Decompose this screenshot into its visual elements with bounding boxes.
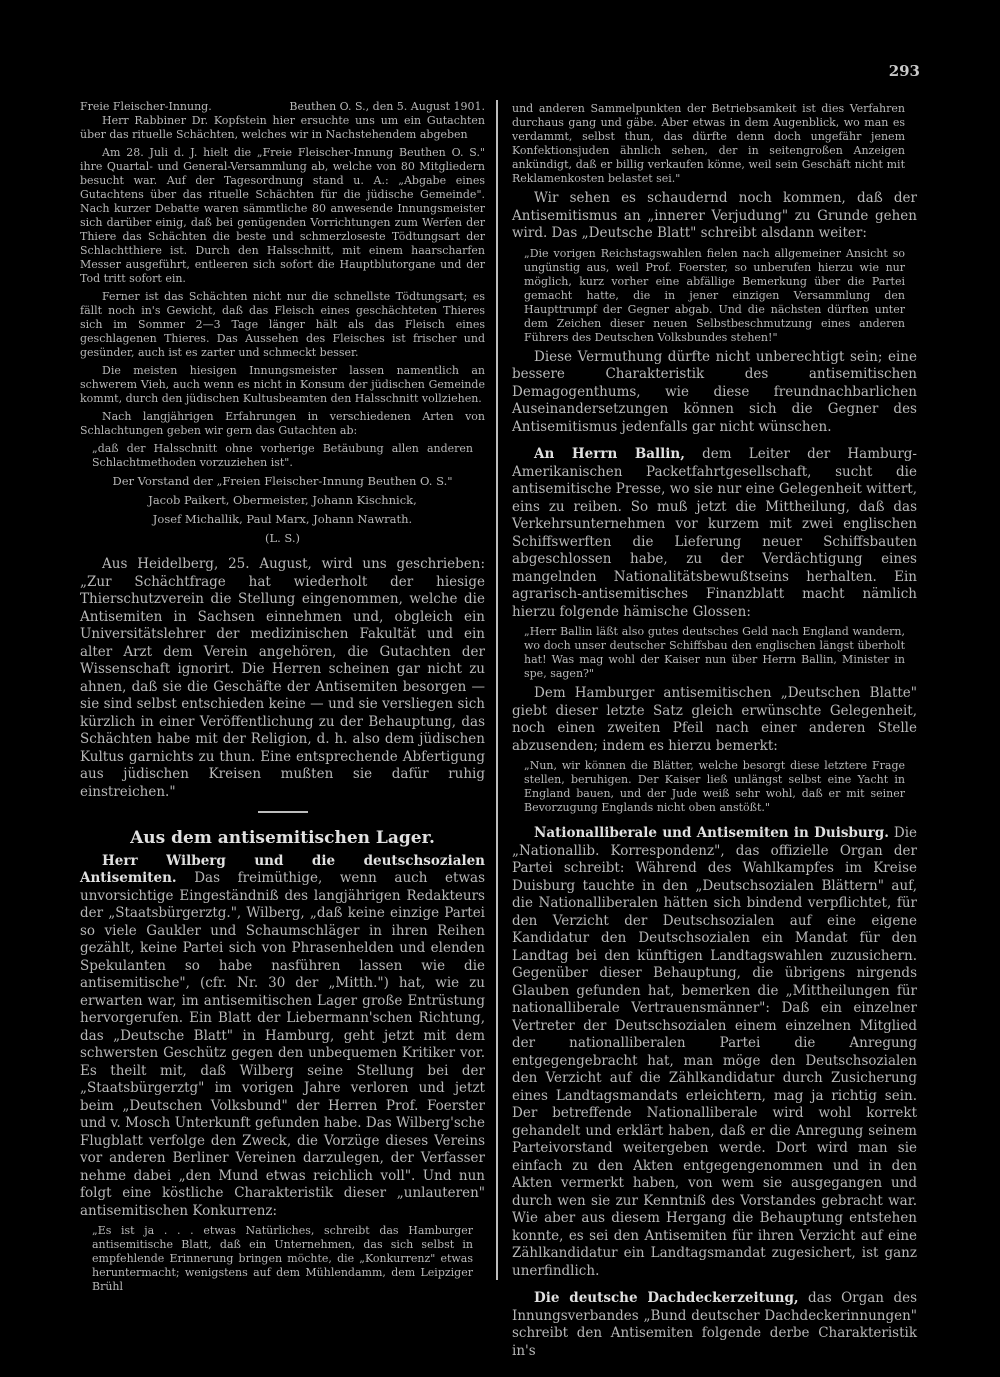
paragraph-body: dem Leiter der Hamburg-Amerikanischen Packetfahrtgesellschaft, sucht die antisemitische Presse, wo sie nur eine Gelegenheit wittert, eins zu reiben. So muß jetzt die Mittheilung, daß das Verkehrsunternehmen vor kurzem mit zwei englischen Schiffswerften die Lieferung neuer Schiffsbauten abgeschlossen habe, zu der Verdächtigung eines mangelnden Nationalitätsbewußtseins herhalten. Ein agrarisch-antisemitisches Finanzblatt macht nämlich hierzu folgende hämische Glossen: [512,446,917,620]
left-column [80,100,485,1298]
paragraph: Die meisten hiesigen Innungsmeister lassen namentlich an schwerem Vieh, auch wenn es nicht in Konsum der jüdischen Gemeinde kommt, durch den jüdischen Kultusbeamten den Halsschnitt vollziehen. [80,364,485,405]
signature-line: Josef Michallik, Paul Marx, Johann Nawrath. [152,512,413,526]
page-number: 293 [888,62,920,80]
section-separator [258,811,308,813]
letter-sender: Freie Fleischer-Innung. [80,100,212,113]
paragraph: Ferner ist das Schächten nicht nur die schnellste Tödtungsart; es fällt noch in's Gewicht, daß das Fleisch eines geschächteten Thieres sich im Sommer 2—3 Tage länger hält als das Fleisch eines geschlagenen Thieres. Das Aussehen des Fleisches ist frischer und gesünder, auch ist es zarter und schmeckt besser. [80,290,485,359]
paragraph: Am 28. Juli d. J. hielt die „Freie Fleischer-Innung Beuthen O. S." ihre Quartal- und General-Versammlung ab, welche von 80 Mitgliedern besucht war. Auf der Tagesordnung stand u. A.: „Abgabe eines Gutachtens über das rituelle Schächten für die jüdische Gemeinde". Nach kurzer Debatte waren sämmtliche 80 anwesende Innungsmeister sich darüber einig, daß bei genügenden Vorrichtungen zum Werfen der Thiere das Schächten die beste und schmerzloseste Tödtungsart der Schlachtthiere ist. Durch den Halsschnitt, mit einem haarscharfen Messer ausgeführt, entleeren sich sofort die Hauptblutorgane und der Tod tritt sofort ein. [80,146,485,285]
paragraph-lead: Nationalliberale und Antisemiten in Duisburg. [534,825,889,841]
signature-line: Jacob Paikert, Obermeister, Johann Kischnick, [148,493,417,507]
signature-line: Der Vorstand der „Freien Fleischer-Innung Beuthen O. S." [112,474,453,488]
block-quote: „Nun, wir können die Blätter, welche besorgt diese letztere Frage stellen, beruhigen. Der Kaiser ließ unlängst selbst eine Yacht in England bauen, und der Jude weiß sehr wohl, daß er mit seiner Bevorzugung Englands nicht oben anstößt." [524,759,905,814]
paragraph: Aus Heidelberg, 25. August, wird uns geschrieben: „Zur Schächtfrage hat wiederholt der hiesige Thierschutzverein die Stellung eingenommen, welche die Antisemiten in Sachsen einnehmen und, obgleich ein Universitätslehrer der medizinischen Fakultät und ein alter Arzt dem Verein angehören, die Gutachten der Wissenschaft ignorirt. Die Herren scheinen gar nicht zu ahnen, daß sie die Geschäfte der Antisemiten besorgen — sie sind selbst entschieden keine — und sie versliegen sich kürzlich in einer Veröffentlichung zu der Behauptung, das Schächten habe mit der Religion, d. h. also dem jüdischen Kultus garnichts zu thun. Eine entsprechende Abfertigung aus jüdischen Kreisen mußten sie dafür ruhig einstreichen." [80,556,485,800]
paragraph: Diese Vermuthung dürfte nicht unberechtigt sein; eine bessere Charakteristik des antisemitischen Demagogenthums, wie diese freundnachbarlichen Auseinandersetzungen können sich die Gegner des Antisemitismus jedenfalls gar nicht wünschen. [512,348,917,435]
paragraph-body: Die „Nationallib. Korrespondenz", das offizielle Organ der Partei schreibt: Während des Wahlkampfes im Kreise Duisburg tauchte in den „Deutschsozialen Blättern" auf, die Nationalliberalen hätten sich bindend verpflichtet, für den Verzicht der Deutschsozialen auf eine eigene Kandidatur den Deutschsozialen ein Mandat für den Landtag bei den künftigen Landtagswahlen zuzusichern. Gegenüber dieser Behauptung, die übrigens nirgends Glauben gefunden hat, bemerken die „Mittheilungen für nationalliberale Vertrauensmänner": Daß ein einzelner Vertreter der Deutschsozialen einem einzelnen Mitglied der nationalliberalen Partei die Anregung entgegengebracht hat, man möge den Deutschsozialen den Verzicht auf die Zählkandidatur durch Zusicherung eines Landtagsmandats erleichtern, mag ja richtig sein. Der betreffende Nationalliberale wird wohl korrekt gehandelt und erklärt haben, daß er die Anregung seinem Parteivorstand weitergeben werde. Dort wird man sie einfach zu den Akten entgegengenommen und in den Akten vermerkt haben, von wem sie ausgegangen und durch wen sie zur Kenntniß des Vorstandes gebracht war. Wie aber aus diesem Hergang die Behauptung entstehen konnte, es sei den Antisemiten für ihren Verzicht auf eine Zählkandidatur ein Landtagsmandat zugesichert, ist ganz unerfindlich. [512,825,918,1279]
letter-header [80,100,485,114]
paragraph-lead: Herr Wilberg und die deutschsozialen Antisemiten. [80,852,485,887]
block-quote: „Herr Ballin läßt also gutes deutsches Geld nach England wandern, wo doch unser deutscher Schiffsbau den englischen längst überholt hat! Was mag wohl der Kaiser nun über Herrn Ballin, Minister in spe, sagen?" [524,625,905,680]
seal-note: (L. S.) [264,531,301,545]
paragraph-body: Das freimüthige, wenn auch etwas unvorsichtige Eingeständniß des langjährigen Redakteurs der „Staatsbürgerztg.", Wilberg, „daß keine einzige Partei so viele Gaukler und Schaumschläger in ihren Reihen gezählt, keine Partei sich von Phrasenhelden und elenden Spekulanten so habe nasführen lassen wie die antisemitische", (cfr. Nr. 30 der „Mitth.") hat, wie zu erwarten war, im antisemitischen Lager große Entrüstung hervorgerufen. Ein Blatt der Liebermann'schen Richtung, das „Deutsche Blatt" in Hamburg, geht jetzt mit dem schwersten Geschütz gegen den unbequemen Kritiker vor. Es theilt mit, daß Wilberg seine Stellung bei der „Staatsbürgerztg" im vorigen Jahre verloren und jetzt beim „Deutschen Volksbund" der Herren Prof. Foerster und v. Mosch Unterkunft gefunden habe. Das Wilberg'sche Flugblatt verfolge den Zweck, die Vorzüge dieses Vereins vor anderen Berliner Vereinen darzulegen, der Verfasser nehme dabei „den Mund etwas reichlich voll". Und nun folgt eine köstliche Charakteristik dieser „unlauteren" antisemitischen Konkurrenz: [80,870,485,1219]
paragraph-lead: Die deutsche Dachdeckerzeitung, [534,1290,799,1306]
letter-date: Beuthen O. S., den 5. August 1901. [289,100,485,113]
section-heading: Aus dem antisemitischen Lager. [130,828,435,848]
block-quote: und anderen Sammelpunkten der Betriebsamkeit ist dies Verfahren durchaus gang und gäbe. Aber etwas in dem Augenblick, wo man es verdammt, selbst thun, das dürfte denn doch ungefähr jenem Konfektionsjuden ähnlich sehen, der in seitengroßen Anzeigen ankündigt, daß er billig verkaufen könne, weil sein Geschäft nicht mit Reklamenkosten belastet sei." [512,102,905,185]
column-divider [496,100,498,1280]
paragraph-body: das Organ des Innungsverbandes „Bund deutscher Dachdeckerinnungen" schreibt den Antisemiten folgende derbe Charakteristik in's [512,1290,918,1359]
paragraph: Wir sehen es schaudernd noch kommen, daß der Antisemitismus an „innerer Verjudung" zu Grunde gehen wird. Das „Deutsche Blatt" schreibt alsdann weiter: [512,190,917,241]
paragraph [512,446,917,621]
block-quote: „Es ist ja . . . etwas Natürliches, schreibt das Hamburger antisemitische Blatt, daß ein Unternehmen, das sich selbst in empfehlende Erinnerung bringen möchte, die „Konkurrenz" etwas heruntermacht; wenigstens auf dem Mühlendamm, dem Leipziger Brühl [92,1224,473,1294]
right-column [512,100,917,1364]
paragraph [512,1290,917,1360]
paragraph-lead: An Herrn Ballin, [534,446,685,462]
paragraph [80,853,485,1221]
paragraph: Herr Rabbiner Dr. Kopfstein hier ersuchte uns um ein Gutachten über das rituelle Schächten, welches wir in Nachstehendem abgeben [80,114,485,141]
block-quote: „Die vorigen Reichstagswahlen fielen nach allgemeiner Ansicht so ungünstig aus, weil Prof. Foerster, so unberufen hierzu wie nur möglich, kurz vorher eine abfällige Bemerkung über die Partei gemacht hatte, die in jener einzigen Versammlung den Haupttrumpf der Gegner abgab. Und die nächsten dürften unter dem Zeichen dieser neuen Selbstbeschmutzung eines anderen Führers des Deutschen Volksbundes stehen!" [524,246,905,344]
block-quote: „daß der Halsschnitt ohne vorherige Betäubung allen anderen Schlachtmethoden vorzuziehen ist". [92,442,473,469]
paragraph: Dem Hamburger antisemitischen „Deutschen Blatte" giebt dieser letzte Satz gleich erwünschte Gelegenheit, noch einen zweiten Pfeil nach einer anderen Stelle abzusenden; indem es hierzu bemerkt: [512,685,917,754]
paragraph: Nach langjährigen Erfahrungen in verschiedenen Arten von Schlachtungen geben wir gern das Gutachten ab: [80,410,485,437]
paragraph [512,825,917,1280]
